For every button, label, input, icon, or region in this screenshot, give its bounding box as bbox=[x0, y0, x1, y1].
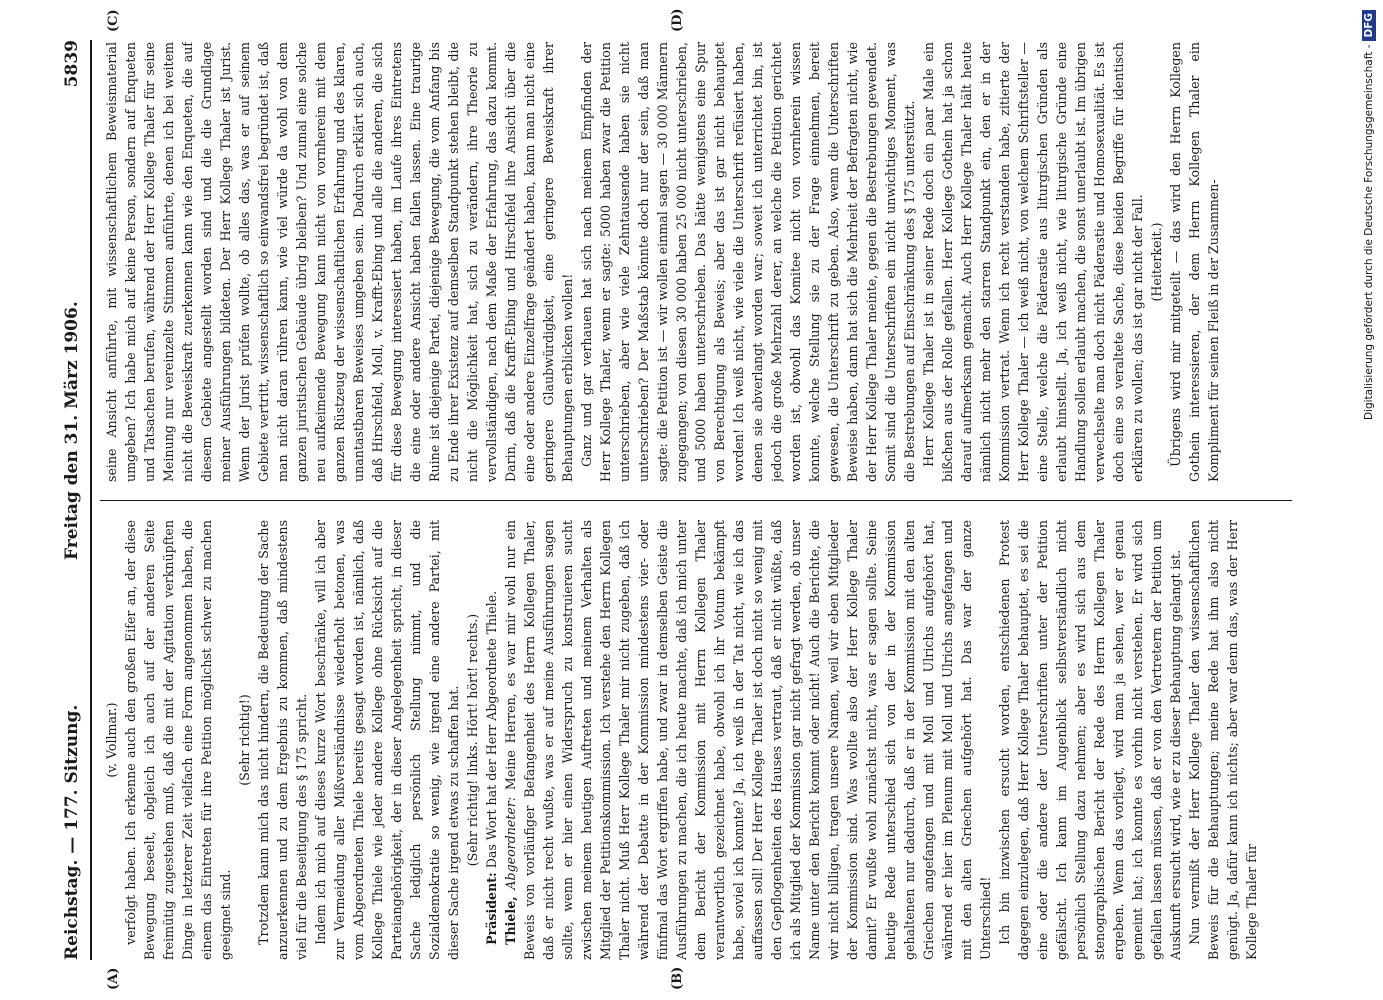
rotated-page-content bbox=[50, 8, 1300, 990]
interjection: (Sehr richtig! links. Hört! hört! rechts.) bbox=[465, 613, 480, 867]
margin-mark-d: (D) bbox=[670, 8, 685, 32]
paragraph: Nun vermißt der Herr Kollege Thaler den wissenschaftlichen Beweis für die Behauptungen; meine Rede hat ihm also nicht genügt. Ja, dafür kann ich nichts; aber war denn das, was der Herr Kollege Thaler für bbox=[1187, 520, 1259, 960]
speaker-name: Thiele, bbox=[503, 896, 518, 945]
page-number: 5839 bbox=[62, 40, 82, 88]
dfg-logo: DFG bbox=[1362, 10, 1376, 41]
right-column bbox=[102, 42, 1292, 482]
credit-text: Digitalisierung gefördert durch die Deutsche Forschungsgemeinschaft - bbox=[1363, 44, 1375, 421]
speech-text: Meine Herren, es war mir wohl nur ein Beweis von vorläufiger Befangenheit des Herrn Kollegen Thaler, daß er nicht recht wußte, was er auf meine Ausführungen sagen sollte, wenn er hier einen Widerspruch zu konstruieren sucht zwischen meinem heutigen Auftreten und meinem Verhalten als Mitglied der Petitionskommission. Ich verstehe den Herrn Kollegen Thaler nicht. Muß Herr Kollege Thaler mir nicht zugeben, daß ich während der Debatte in der Kommission mindestens vier- oder fünfmal das Wort ergriffen habe, und zwar in demselben Geiste die Ausführungen zu machen, die ich heute machte, daß ich mich unter dem Bericht der Kommission mit Herrn Kollegen Thaler verantwortlich gezeichnet habe, obwohl ich ihr Votum bekämpft habe, soviel ich konnte? Ja, ich weiß in der Tat nicht, wie ich das auffassen soll! Der Herr Kollege Thaler ist doch nicht so wenig mit den Gepflogenheiten des Hauses vertraut, daß er nicht wüßte, daß ich als Mitglied der Kommission gar nicht gefragt werden, ob unser Name unter den Bericht kommt oder nicht! Auch die Berichte, die wir nicht billigen, tragen unsere Namen, weil wir eben Mitglieder der Kommission sind. Was wollte also der Herr Kollege Thaler damit? Er wußte wohl zunächst nicht, was er sagen sollte. Seine heutige Rede unterschied sich von der in der Kommission gehaltenen nur dadurch, daß er in der Kommission mit den alten Griechen angefangen und mit Moll und Ulrichs aufgehört hat, während er hier im Plenum mit Moll und Ulrichs angefangen und mit den alten Griechen aufgehört hat. Das war der ganze Unterschied! bbox=[503, 520, 993, 960]
paragraph: verfolgt haben. Ich erkenne auch den großen Eifer an, der diese Bewegung beseelt, obgleich ich auch auf der anderen Seite freimütig zugestehen muß, daß die mit der Agitation verknüpften Dinge in letzterer Zeit vielfach eine Form angenommen haben, die einem das Eintreten für ihre Petition möglichst schwer zu machen geeignet sind. bbox=[123, 520, 233, 960]
paragraph: Trotzdem kann mich das nicht hindern, die Bedeutung der Sache anzuerkennen und zu dem Ergebnis zu kommen, daß mindestens viel für die Beseitigung des § 175 spricht. bbox=[256, 520, 309, 960]
president-text: Das Wort hat der Herr Abgeordnete Thiele. bbox=[484, 590, 499, 869]
president-paragraph bbox=[482, 520, 501, 960]
interjection: (Sehr richtig!) bbox=[237, 694, 252, 786]
paragraph: Übrigens wird mir mitgeteilt — das wird den Herrn Kollegen Gothein interessieren, der dem Herrn Kollegen Thaler ein Kompliment für seinen Fleiß in der Zusammen- bbox=[1168, 42, 1221, 482]
speech-paragraph bbox=[501, 520, 995, 960]
scanned-page bbox=[50, 8, 1300, 990]
interjection: (Heiterkeit.) bbox=[1149, 222, 1164, 302]
header-date: Freitag den 31. März 1906. bbox=[62, 301, 82, 560]
page-header bbox=[50, 40, 92, 960]
margin-mark-a: (A) bbox=[106, 967, 121, 990]
paragraph: Herr Kollege Thaler ist in seiner Rede doch ein paar Male ein bißchen aus der Rolle gefallen. Herr Kollege Gothein hat ja schon darauf aufmerksam gemacht. Auch Herr Kollege Thaler hält heute nämlich nicht mehr den starren Standpunkt ein, den er in der Kommission vertrat. Wenn ich recht verstanden habe, zitierte der Herr Kollege Thaler — ich weiß nicht, von welchem Schriftsteller — eine Stelle, welche die Päderastie aus liturgischen Gründen als erlaubt hinstellt. Ja, ich weiß nicht, wie liturgische Gründe eine Handlung sollen erlaubt machen, die sonst unerlaubt ist. Im übrigen verwechselte man doch nicht Päderastie und Homosexualität. Es ist doch eine so veraltete Sache, diese beiden Begriffe für identisch erklären zu wollen; das ist gar nicht der Fall. bbox=[921, 42, 1145, 482]
president-label: Präsident: bbox=[484, 872, 499, 945]
margin-mark-b: (B) bbox=[670, 966, 685, 990]
header-left: Reichstag. — 177. Sitzung. bbox=[62, 704, 82, 960]
paragraph: seine Ansicht anführte, mit wissenschaftlichem Beweismaterial umgeben? Ich habe mich auf keine Person, sondern auf Enqueten und Tatsachen berufen, während der Herr Kollege Thaler für seine Meinung nur vereinzelte Stimmen anführte, denen ich bei weitem nicht die Beweiskraft zuerkennen kann wie den Enqueten, die auf diesem Gebiete angestellt worden sind und die die Grundlage meiner Ausführungen bildeten. Der Herr Kollege Thaler ist Jurist. Wenn der Jurist prüfen wollte, ob alles das, was er auf seinem Gebiete vertritt, wissenschaftlich so einwandsfrei begründet ist, daß man nicht daran rühren kann, wie viel würde da wohl von dem ganzen juristischen Gebäude übrig bleiben? Und zumal eine solche neu aufkeimende Bewegung kann nicht von vornherein mit dem ganzen Rüstzeug der wissenschaftlichen Erfahrung und des klaren, unantastbaren Beweises umgeben sein. Dadurch erklärt sich auch, daß Hirschfeld, Moll, v. Krafft-Ebing und alle die anderen, die sich für diese Bewegung interessiert haben, im Laufe ihres Eintretens die eine oder andere Ansicht haben fallen lassen. Eine traurige Ruine ist diejenige Partei, diejenige Bewegung, die vom Anfang bis zu Ende ihrer Existenz auf demselben Standpunkt stehen bleibt, die nicht die Möglichkeit hat, sich zu verändern, ihre Theorie zu vervollständigen, nach dem Maße der Erfahrung, das dazu kommt. Darin, daß die Krafft-Ebing und Hirschfeld ihre Ansicht über die eine oder andere Einzelfrage geändert haben, kann man nicht eine geringere Glaubwürdigkeit, eine geringere Beweiskraft ihrer Behauptungen erblicken wollen! bbox=[104, 42, 575, 482]
digitization-credit bbox=[1353, 10, 1377, 910]
column-divider bbox=[100, 500, 1292, 501]
paragraph: Ganz und gar verhauen hat sich nach meinem Empfinden der Herr Kollege Thaler, wenn er sagte: 5000 haben zwar die Petition unterschrieben, aber wie viele Zehntausende haben sie nicht unterschrieben? Der Maßstab könnte doch nur der sein, daß man sagte: die Petition ist — wir wollen einmal sagen — 30 000 Männern zugegangen; von diesen 30 000 haben 25 000 nicht unterschrieben, und 5000 haben unterschrieben. Das hätte wenigstens eine Spur von Berechtigung als Beweis; aber das ist gar nicht behauptet worden! Ich weiß nicht, wie viele die Unterschrift refüsiert haben, denen sie abverlangt worden war; soweit ich unterrichtet bin, ist jedoch die große Mehrzahl derer, an welche die Petition gerichtet worden ist, obwohl das Komitee nicht von vornherein wissen konnte, welche Stellung sie zu der Frage einnehmen, bereit gewesen, die Unterschrift zu geben. Also, wenn die Unterschriften Beweise haben, dann hat sich die Mehrheit der Befragten nicht, wie der Herr Kollege Thaler meinte, gegen die Bestrebungen gewendet. Somit sind die Unterschriften ein nicht unwichtiges Moment, was die Bestrebungen auf Einschränkung des § 175 unterstützt. bbox=[579, 42, 917, 482]
left-column bbox=[102, 520, 1292, 960]
paragraph: Ich bin inzwischen ersucht worden, entschiedenen Protest dagegen einzulegen, daß Herr Kollege Thaler behauptet, es sei die eine oder die andere der Unterschriften unter der Petition gefälscht. Ich kann im Augenblick selbstverständlich nicht persönlich Stellung dazu nehmen; aber es wird sich aus dem stenographischen Bericht der Rede des Herrn Kollegen Thaler ergeben. Wenn das vorliegt, wird man ja sehen, wer er genau gemeint hat; ich konnte es vorhin nicht verstehen. Er wird sich gefallen lassen müssen, daß er von den Vertretern der Petition um Auskunft ersucht wird, wie er zu dieser Behauptung gelangt ist. bbox=[997, 520, 1183, 960]
margin-mark-c: (C) bbox=[106, 9, 121, 32]
speaker-continuation: (v. Vollmar.) bbox=[104, 702, 119, 778]
paragraph: Indem ich mich auf dieses kurze Wort beschränke, will ich aber zur Vermeidung aller Mißverständnisse wiederholt betonen, was vom Abgeordneten Thiele bereits gesagt worden ist, nämlich, daß Kollege Thiele wie jeder andere Kollege ohne Rücksicht auf die Parteiangehörigkeit, der in dieser Angelegenheit spricht, in dieser Sache lediglich persönlich Stellung nimmt, und die Sozialdemokratie so wenig, wie irgend eine andere Partei, mit dieser Sache irgend etwas zu schaffen hat. bbox=[313, 520, 461, 960]
speaker-role: Abgeordneter: bbox=[503, 796, 518, 890]
